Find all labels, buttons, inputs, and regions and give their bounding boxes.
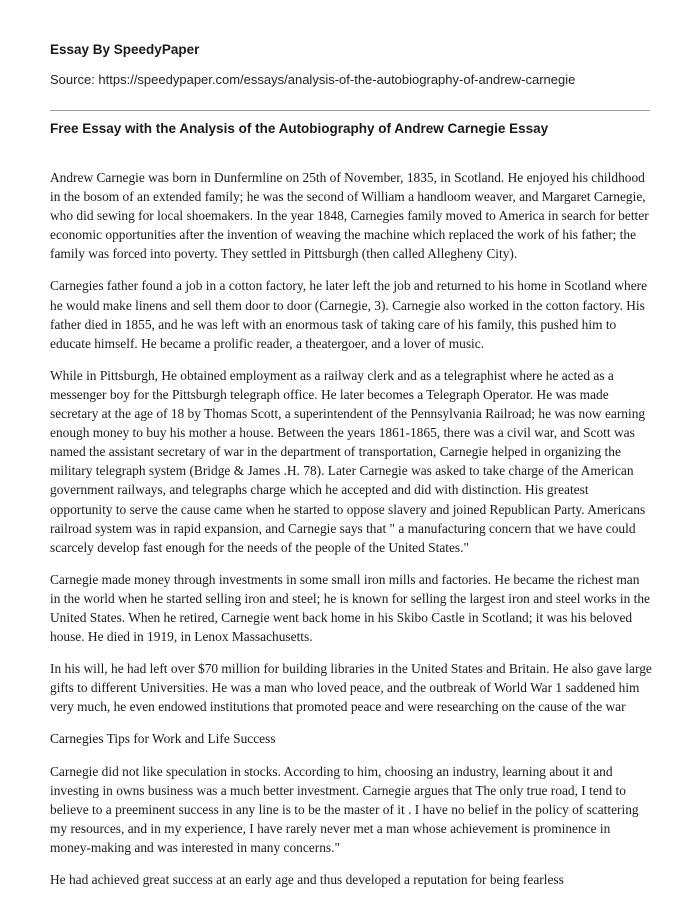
paragraph: Carnegie did not like speculation in stocks. According to him, choosing an industry, learning about it and investing in owns business was a much better investment. Carnegie argues that The only true road, I tend to believe to a preeminent success in any line is to be the master of it . I have no belief in the policy of scattering my resources, and in my experience, I have rarely never met a man whose achievement is prominence in money-making and was interested in many concerns."	[50, 763, 639, 855]
publisher-title: Essay By SpeedyPaper	[50, 42, 200, 57]
paragraph: He had achieved great success at an early age and thus developed a reputation for being fearless	[50, 872, 564, 887]
paragraph: In his will, he had left over $70 million for building libraries in the United States and Britain. He also gave large gifts to different Universities. He was a man who loved peace, and the outbreak of World War 1 saddened him very much, he even endowed institutions that promoted peace and were researching on the cause of the war	[50, 661, 652, 715]
paragraph: Andrew Carnegie was born in Dunfermline on 25th of November, 1835, in Scotland. He enjoyed his childhood in the bosom of an extended family; he was the second of William a handloom weaver, and Margaret Carnegie, who did sewing for local shoemakers. In the year 1848, Carnegies family moved to America in search for better economic opportunities after the invention of weaving the machine which replaced the work of his father; the family was forced into poverty. They settled in Pittsburgh (then called Allegheny City).	[50, 170, 649, 262]
paragraph: Carnegie made money through investments in some small iron mills and factories. He became the richest man in the world when he started selling iron and steel; he is known for selling the largest iron and steel works in the United States. When he retired, Carnegie went back home in his Skibo Castle in Scotland; it was his beloved house. He died in 1919, in Lenox Massachusetts.	[50, 571, 650, 645]
section-subheading: Carnegies Tips for Work and Life Success	[50, 731, 276, 747]
paragraph: While in Pittsburgh, He obtained employment as a railway clerk and as a telegraphist where he acted as a messenger boy for the Pittsburgh telegraph office. He later becomes a Telegraph Operator. He was made secretary at the age of 18 by Thomas Scott, a superintendent of the Pennsylvania Railroad; he was now earning enough money to buy his mother a house. Between the years 1861-1865, there was a civil war, and Scott was named the assistant secretary of war in the department of transportation, Carnegie helped in organizing the military telegraph system (Bridge & James .H. 78). Later Carnegie was asked to take charge of the American government railways, and telegraphs charge which he accepted and did with distinction. His greatest opportunity to serve the cause came when he started to oppose slavery and joined Republican Party. Americans railroad system was in rapid expansion, and Carnegie says that " a manufacturing concern that we have could scarcely develop fast enough for the needs of the people of the United States."	[50, 367, 646, 555]
paragraph: Carnegies father found a job in a cotton factory, he later left the job and returned to his home in Scotland where he would make linens and sell them door to door (Carnegie, 3). Carnegie also worked in the cotton factory. His father died in 1855, and he was left with an enormous task of taking care of his family, this pushed him to educate himself. He became a prolific reader, a theatergoer, and a lover of music.	[50, 278, 648, 351]
essay-body	[50, 168, 652, 902]
source-link[interactable]: Source: https://speedypaper.com/essays/analysis-of-the-autobiography-of-andrew-carnegie	[50, 72, 576, 87]
essay-title: Free Essay with the Analysis of the Autobiography of Andrew Carnegie Essay	[50, 121, 549, 136]
header-divider	[50, 110, 650, 111]
